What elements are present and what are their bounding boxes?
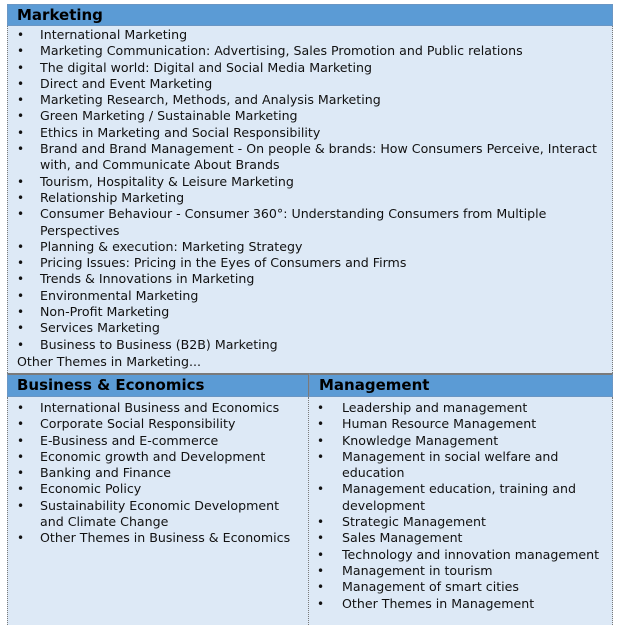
bullet-icon: • — [17, 272, 25, 287]
bullet-icon: • — [17, 44, 25, 59]
bullet-icon: • — [17, 288, 25, 303]
list-item-text: Human Resource Management — [342, 416, 537, 432]
bullet-icon: • — [17, 433, 25, 448]
list-item-text: International Business and Economics — [40, 400, 280, 415]
list-item — [8, 481, 308, 497]
list-item — [8, 465, 308, 481]
management-header: Management — [309, 373, 613, 397]
list-item-text: Management in tourism — [342, 562, 493, 578]
bullet-icon: • — [17, 28, 25, 42]
bullet-icon: • — [17, 466, 25, 481]
list-item-text: Business to Business (B2B) Marketing — [40, 336, 278, 352]
list-item — [8, 530, 308, 546]
bullet-icon: • — [317, 531, 325, 546]
bullet-icon: • — [17, 482, 25, 497]
bullet-icon: • — [317, 417, 325, 432]
list-item-text: Services Marketing — [40, 320, 160, 336]
list-item — [8, 400, 308, 416]
list-item — [8, 108, 612, 124]
list-item — [8, 320, 612, 336]
bullet-icon: • — [317, 433, 325, 448]
list-item-text: Strategic Management — [342, 514, 486, 530]
list-item-text: Green Marketing / Sustainable Marketing — [40, 108, 298, 124]
list-item — [309, 530, 612, 546]
list-item — [8, 125, 612, 141]
bullet-icon: • — [317, 449, 325, 464]
list-item — [8, 271, 612, 287]
list-item-text: Marketing Communication: Advertising, Sales Promotion and Public relations — [40, 43, 523, 59]
business-column — [7, 373, 309, 625]
bullet-icon: • — [17, 109, 25, 124]
list-item-text: Trends & Innovations in Marketing — [40, 271, 255, 287]
business-header: Business & Economics — [7, 373, 309, 397]
list-item-text: E-Business and E-commerce — [40, 432, 219, 448]
bullet-icon: • — [17, 190, 25, 205]
list-item — [309, 596, 612, 612]
list-item — [8, 174, 612, 190]
list-item — [8, 304, 612, 320]
bullet-icon: • — [17, 60, 25, 75]
list-item — [8, 190, 612, 206]
list-item — [8, 92, 612, 108]
list-item — [309, 563, 612, 579]
marketing-cell — [7, 26, 613, 373]
list-item-text: Sustainability Economic Development and Climate Change — [40, 497, 280, 530]
bullet-icon: • — [17, 142, 25, 157]
list-item — [8, 416, 308, 432]
list-item-text: Technology and innovation management — [342, 546, 600, 562]
list-item — [8, 288, 612, 304]
list-item-text: Banking and Finance — [40, 465, 171, 481]
bullet-icon: • — [317, 563, 325, 578]
bullet-icon: • — [17, 305, 25, 320]
list-item — [8, 498, 308, 531]
list-item-text: Consumer Behaviour - Consumer 360°: Understanding Consumers from Multiple Perspectives — [40, 206, 547, 238]
list-item — [309, 514, 612, 530]
list-item — [309, 400, 612, 416]
bullet-icon: • — [17, 93, 25, 108]
list-item-text: The digital world: Digital and Social Media Marketing — [40, 59, 372, 75]
list-item-text: Economic Policy — [40, 481, 142, 497]
management-list — [309, 400, 612, 612]
list-item-text: Ethics in Marketing and Social Responsibility — [40, 124, 321, 140]
list-item — [8, 206, 612, 239]
marketing-header: Marketing — [7, 4, 613, 26]
marketing-other-themes: Other Themes in Marketing... — [17, 353, 202, 369]
business-list — [8, 400, 308, 547]
list-item-text: Management of smart cities — [342, 579, 519, 595]
list-item — [309, 547, 612, 563]
list-item — [309, 449, 612, 482]
bullet-icon: • — [317, 401, 325, 415]
list-item-text: Corporate Social Responsibility — [40, 416, 236, 432]
list-item — [8, 255, 612, 271]
bullet-icon: • — [17, 417, 25, 432]
bullet-icon: • — [17, 239, 25, 254]
list-item — [309, 481, 612, 514]
bottom-row — [7, 373, 613, 625]
list-item — [8, 337, 612, 353]
list-item — [309, 433, 612, 449]
bullet-icon: • — [317, 515, 325, 530]
list-item-text: Economic growth and Development — [40, 448, 266, 464]
list-item — [8, 141, 612, 174]
list-item — [8, 27, 612, 43]
bullet-icon: • — [17, 76, 25, 91]
list-item — [8, 43, 612, 59]
bullet-icon: • — [17, 125, 25, 140]
bullet-icon: • — [17, 449, 25, 464]
list-item-text: Other Themes in Management — [342, 595, 535, 611]
bullet-icon: • — [17, 337, 25, 352]
list-item-text: Marketing Research, Methods, and Analysis Marketing — [40, 92, 381, 108]
bullet-icon: • — [17, 498, 25, 513]
bullet-icon: • — [17, 174, 25, 189]
bullet-icon: • — [17, 401, 25, 415]
list-item-text: Management in social welfare and education — [342, 448, 559, 481]
bullet-icon: • — [17, 207, 25, 222]
list-item-text: Knowledge Management — [342, 432, 499, 448]
list-item-text: Non-Profit Marketing — [40, 304, 170, 320]
management-column — [309, 373, 613, 625]
list-item — [8, 433, 308, 449]
marketing-list — [8, 27, 612, 353]
business-cell — [7, 397, 309, 625]
list-item — [309, 416, 612, 432]
bullet-icon: • — [317, 547, 325, 562]
bullet-icon: • — [17, 321, 25, 336]
list-item — [8, 76, 612, 92]
list-item-text: Pricing Issues: Pricing in the Eyes of Consumers and Firms — [40, 255, 407, 271]
list-item — [8, 449, 308, 465]
list-item — [8, 239, 612, 255]
list-item — [8, 60, 612, 76]
bullet-icon: • — [317, 482, 325, 497]
bullet-icon: • — [317, 580, 325, 595]
list-item-text: Other Themes in Business & Economics — [40, 530, 291, 546]
list-item-text: International Marketing — [40, 27, 188, 42]
list-item-text: Brand and Brand Management - On people & brands: How Consumers Perceive, Interact with, and Communicate About Brands — [40, 141, 597, 173]
list-item-text: Management education, training and development — [342, 481, 576, 513]
list-item — [309, 579, 612, 595]
list-item-text: Leadership and management — [342, 400, 528, 415]
list-item-text: Environmental Marketing — [40, 287, 199, 303]
bullet-icon: • — [17, 531, 25, 546]
list-item-text: Planning & execution: Marketing Strategy — [40, 238, 303, 254]
management-cell — [309, 397, 613, 625]
bullet-icon: • — [317, 596, 325, 611]
bullet-icon: • — [17, 256, 25, 271]
list-item-text: Direct and Event Marketing — [40, 75, 213, 91]
list-item-text: Relationship Marketing — [40, 189, 185, 205]
themes-table — [7, 4, 613, 625]
list-item-text: Tourism, Hospitality & Leisure Marketing — [40, 173, 294, 189]
list-item-text: Sales Management — [342, 530, 463, 546]
